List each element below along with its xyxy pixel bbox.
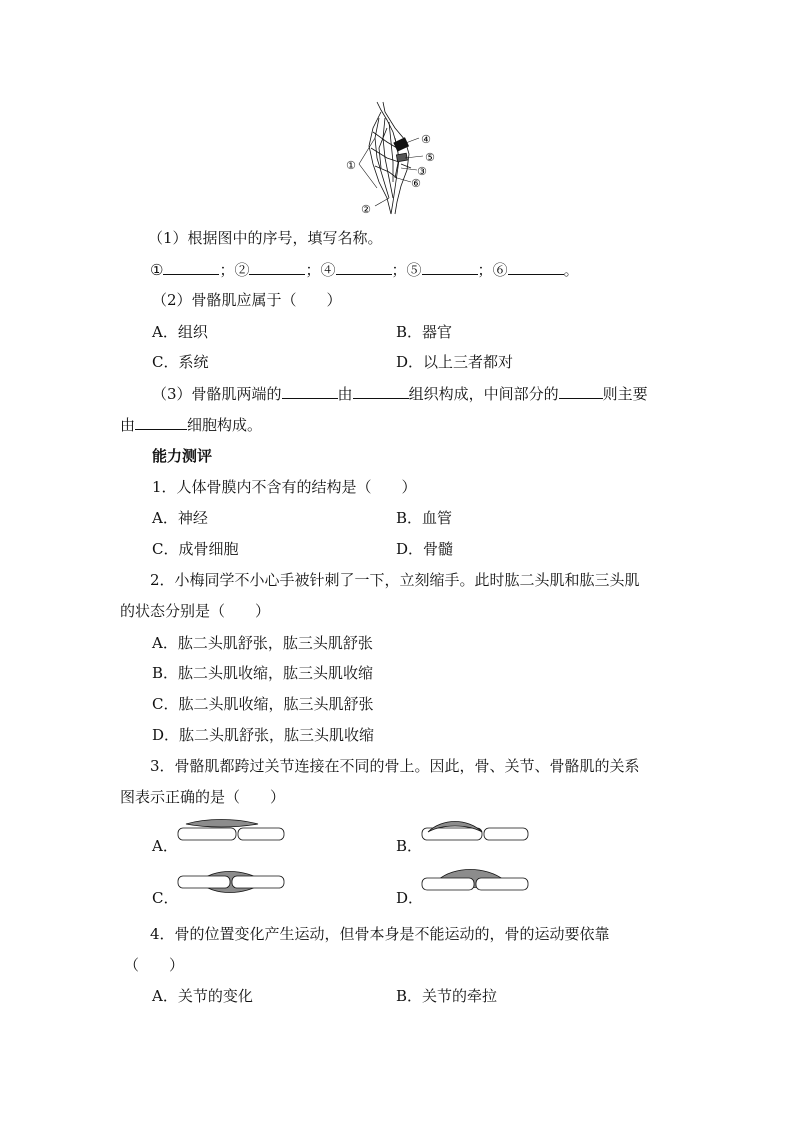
q1-blanks-line xyxy=(150,259,579,280)
q3-blank-3[interactable] xyxy=(559,383,603,399)
p1-option-b[interactable]: B．血管 xyxy=(396,509,453,527)
diagram-a xyxy=(176,818,284,850)
p2-stem-1: 2．小梅同学不小心手被针刺了一下，立刻缩手。此时肱二头肌和肱三头肌 xyxy=(150,571,640,589)
q3-line-1 xyxy=(152,383,648,404)
p1-stem: 1．人体骨膜内不含有的结构是（ ） xyxy=(152,478,417,496)
bone-c-right xyxy=(232,876,284,888)
q2-option-c[interactable]: C．系统 xyxy=(152,353,209,371)
bone-d-right xyxy=(476,878,528,890)
blank-label-1: ① xyxy=(150,261,164,279)
q3-text-4: 则主要 xyxy=(602,385,648,403)
muscle-drawing xyxy=(369,102,411,214)
q2-option-b[interactable]: B．器官 xyxy=(396,323,453,341)
p4-stem-1: 4．骨的位置变化产生运动，但骨本身是不能运动的，骨的运动要依靠 xyxy=(150,925,610,943)
q3-text-5: 由 xyxy=(120,416,136,434)
q3-blank-2[interactable] xyxy=(353,383,409,399)
blank-1[interactable] xyxy=(163,259,219,275)
p2-stem-2: 的状态分别是（ ） xyxy=(120,602,271,620)
q2-prompt: （2）骨骼肌应属于（ ） xyxy=(152,291,342,309)
q3-blank-4[interactable] xyxy=(135,414,187,430)
muscle-figure xyxy=(335,98,455,218)
q2-option-a[interactable]: A．组织 xyxy=(152,323,208,341)
bone-b-right xyxy=(484,828,528,840)
q3-blank-1[interactable] xyxy=(282,383,338,399)
blank-6[interactable] xyxy=(508,259,564,275)
p3-stem-2: 图表示正确的是（ ） xyxy=(120,788,286,806)
end-mark: 。 xyxy=(563,261,579,279)
p2-option-d[interactable]: D．肱二头肌舒张，肱三头肌收缩 xyxy=(152,726,375,744)
q3-text-6: 细胞构成。 xyxy=(187,416,263,434)
bone-a-left xyxy=(178,828,236,840)
blank-2[interactable] xyxy=(249,259,305,275)
diagram-b xyxy=(420,818,528,850)
q2-option-d[interactable]: D．以上三者都对 xyxy=(396,353,514,371)
label-1: ① xyxy=(346,159,356,172)
blank-label-6: ⑥ xyxy=(492,261,508,279)
p2-option-b[interactable]: B．肱二头肌收缩，肱三头肌收缩 xyxy=(152,664,374,682)
diagram-d xyxy=(420,866,528,898)
label-3: ③ xyxy=(417,165,427,178)
separator: ； xyxy=(477,261,493,279)
blank-label-2: ② xyxy=(234,261,250,279)
p1-option-c[interactable]: C．成骨细胞 xyxy=(152,540,239,558)
p3-stem-1: 3．骨骼肌都跨过关节连接在不同的骨上。因此，骨、关节、骨骼肌的关系 xyxy=(150,757,640,775)
blank-label-4: ④ xyxy=(320,261,336,279)
separator: ； xyxy=(219,261,235,279)
label-4: ④ xyxy=(421,133,431,146)
diagram-c xyxy=(176,866,284,898)
p3-option-b[interactable]: B． xyxy=(396,837,423,855)
q3-text-2: 由 xyxy=(337,385,353,403)
label-2: ② xyxy=(361,203,371,216)
label-6: ⑥ xyxy=(411,177,421,190)
bone-a-right xyxy=(238,828,284,840)
p3-option-c[interactable]: C． xyxy=(152,889,179,907)
p2-option-c[interactable]: C．肱二头肌收缩，肱三头肌舒张 xyxy=(152,695,374,713)
figure-labels xyxy=(346,133,435,216)
separator: ； xyxy=(391,261,407,279)
bone-d-left xyxy=(422,878,474,890)
p4-option-a[interactable]: A．关节的变化 xyxy=(152,987,253,1005)
q3-text-1: （3）骨骼肌两端的 xyxy=(152,385,282,403)
p4-stem-2: （ ） xyxy=(124,956,185,974)
p2-option-a[interactable]: A．肱二头肌舒张，肱三头肌舒张 xyxy=(152,634,373,652)
q3-text-3: 组织构成，中间部分的 xyxy=(408,385,559,403)
separator: ； xyxy=(305,261,321,279)
q3-line-2 xyxy=(120,414,262,435)
blank-label-5: ⑤ xyxy=(406,261,422,279)
p3-option-a[interactable]: A． xyxy=(152,837,178,855)
p4-option-b[interactable]: B．关节的牵拉 xyxy=(396,987,498,1005)
p3-option-d[interactable]: D． xyxy=(396,889,424,907)
figure-leaders xyxy=(359,138,423,206)
bone-c-left xyxy=(178,876,230,888)
q1-prompt: （1）根据图中的序号，填写名称。 xyxy=(148,229,383,247)
label-5: ⑤ xyxy=(425,151,435,164)
blank-4[interactable] xyxy=(336,259,392,275)
p1-option-d[interactable]: D．骨髓 xyxy=(396,540,454,558)
p1-option-a[interactable]: A．神经 xyxy=(152,509,208,527)
muscle-a xyxy=(186,820,258,828)
section-title: 能力测评 xyxy=(152,447,213,465)
blank-5[interactable] xyxy=(422,259,478,275)
